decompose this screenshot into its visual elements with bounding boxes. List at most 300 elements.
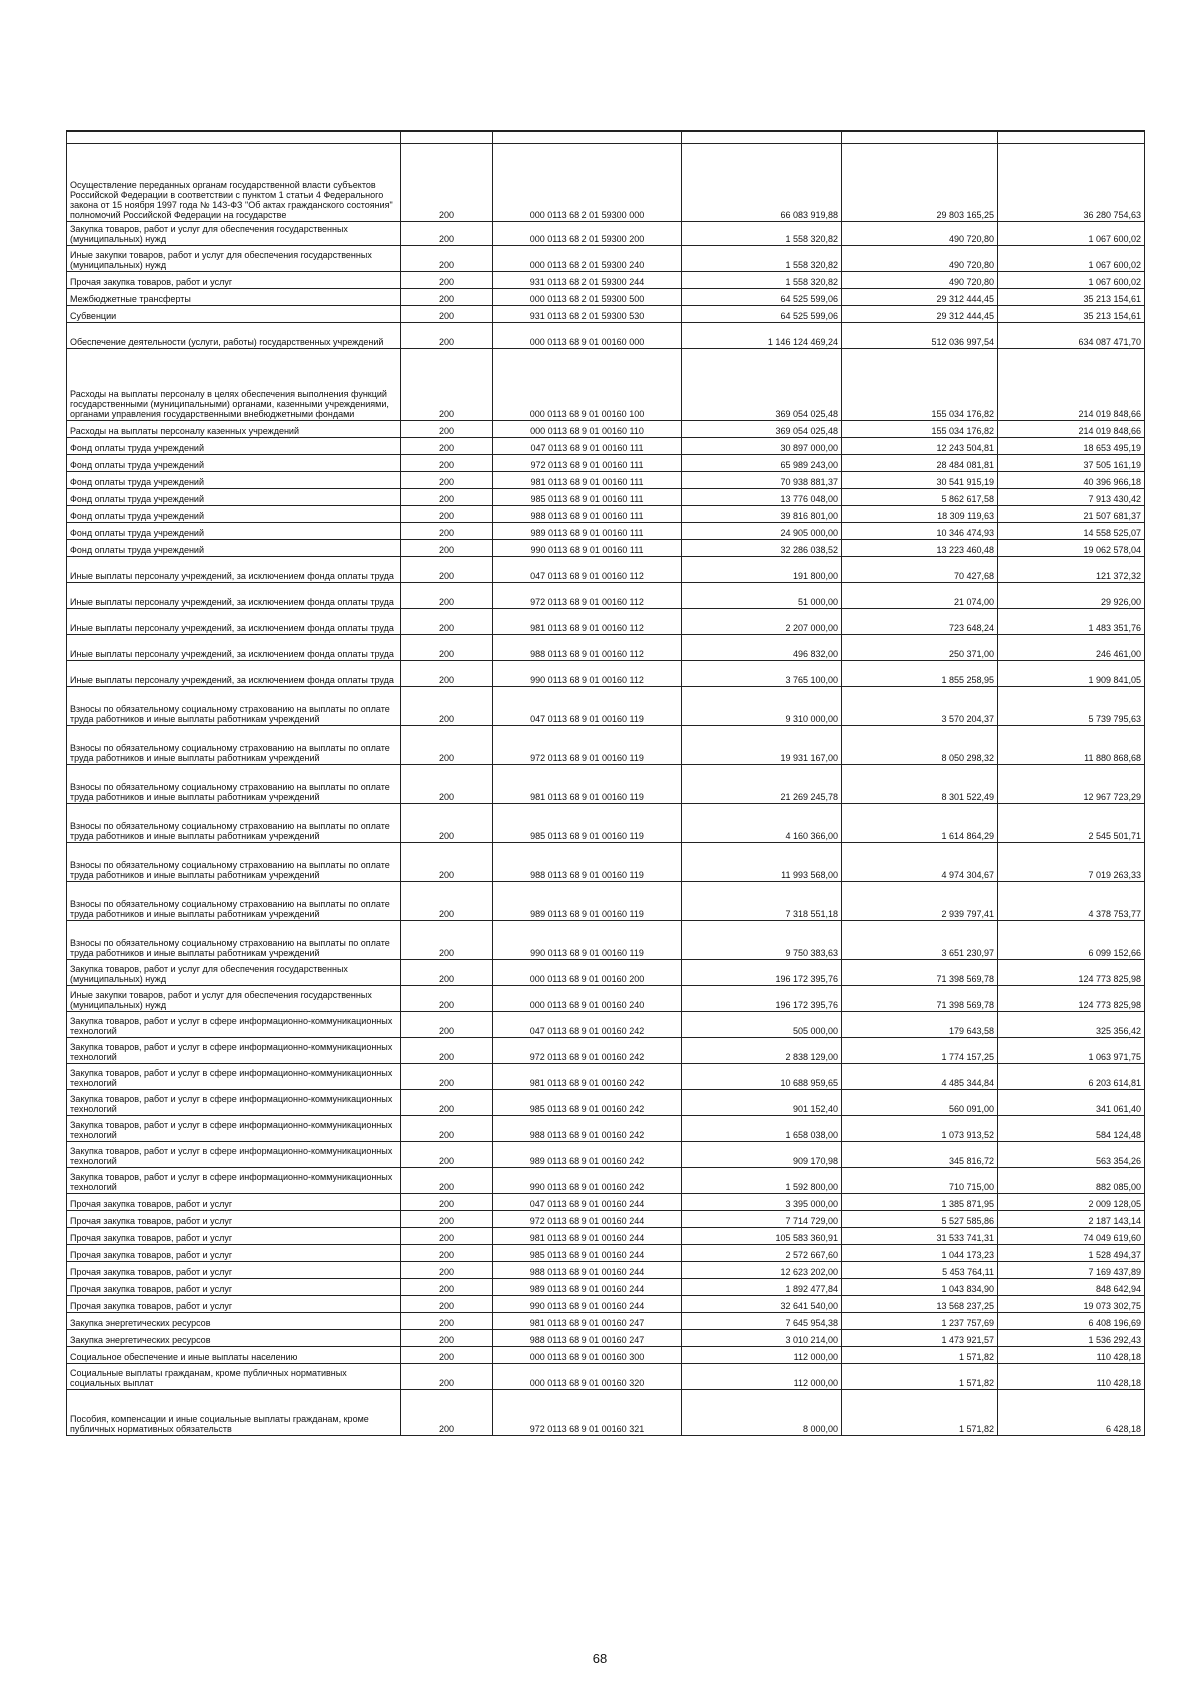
- row-kbk: 990 0113 68 9 01 00160 111: [493, 540, 682, 557]
- row-kbk: 988 0113 68 9 01 00160 244: [493, 1262, 682, 1279]
- row-executed: 30 541 915,19: [842, 472, 998, 489]
- row-unexecuted: 7 019 263,33: [998, 843, 1145, 882]
- row-unexecuted: 1 909 841,05: [998, 661, 1145, 687]
- row-kbk: 988 0113 68 9 01 00160 242: [493, 1116, 682, 1142]
- row-code: 200: [401, 349, 493, 421]
- row-code: 200: [401, 583, 493, 609]
- row-unexecuted: 14 558 525,07: [998, 523, 1145, 540]
- row-unexecuted: 848 642,94: [998, 1279, 1145, 1296]
- row-code: 200: [401, 1279, 493, 1296]
- table-row: [67, 421, 1145, 438]
- row-unexecuted: 74 049 619,60: [998, 1228, 1145, 1245]
- row-approved: 32 286 038,52: [682, 540, 842, 557]
- row-approved: 21 269 245,78: [682, 765, 842, 804]
- row-executed: 31 533 741,31: [842, 1228, 998, 1245]
- row-name: Прочая закупка товаров, работ и услуг: [67, 1279, 401, 1296]
- row-name: Взносы по обязательному социальному страхованию на выплаты по оплате труда работников и иные выплаты работникам учреждений: [67, 726, 401, 765]
- table-row: [67, 1142, 1145, 1168]
- row-kbk: 989 0113 68 9 01 00160 242: [493, 1142, 682, 1168]
- row-code: 200: [401, 1262, 493, 1279]
- row-kbk: 000 0113 68 9 01 00160 320: [493, 1364, 682, 1390]
- row-approved: 64 525 599,06: [682, 289, 842, 306]
- row-approved: 2 207 000,00: [682, 609, 842, 635]
- row-unexecuted: 1 536 292,43: [998, 1330, 1145, 1347]
- row-executed: 29 312 444,45: [842, 306, 998, 323]
- row-executed: 250 371,00: [842, 635, 998, 661]
- row-kbk: 000 0113 68 2 01 59300 500: [493, 289, 682, 306]
- row-kbk: 990 0113 68 9 01 00160 112: [493, 661, 682, 687]
- table-row: [67, 557, 1145, 583]
- row-code: 200: [401, 1245, 493, 1262]
- row-code: 200: [401, 523, 493, 540]
- row-approved: 3 395 000,00: [682, 1194, 842, 1211]
- row-approved: 12 623 202,00: [682, 1262, 842, 1279]
- table-row: [67, 583, 1145, 609]
- row-unexecuted: 341 061,40: [998, 1090, 1145, 1116]
- row-name: Иные закупки товаров, работ и услуг для обеспечения государственных (муниципальных) нужд: [67, 986, 401, 1012]
- row-code: 200: [401, 557, 493, 583]
- row-unexecuted: 1 528 494,37: [998, 1245, 1145, 1262]
- row-executed: 3 651 230,97: [842, 921, 998, 960]
- row-name: Иные выплаты персоналу учреждений, за исключением фонда оплаты труда: [67, 583, 401, 609]
- row-kbk: 985 0113 68 9 01 00160 111: [493, 489, 682, 506]
- row-kbk: 989 0113 68 9 01 00160 119: [493, 882, 682, 921]
- row-executed: 1 237 757,69: [842, 1313, 998, 1330]
- row-approved: 1 558 320,82: [682, 272, 842, 289]
- row-unexecuted: 40 396 966,18: [998, 472, 1145, 489]
- row-approved: 1 592 800,00: [682, 1168, 842, 1194]
- table-row: [67, 323, 1145, 349]
- row-unexecuted: 1 063 971,75: [998, 1038, 1145, 1064]
- row-code: 200: [401, 1390, 493, 1436]
- table-row: [67, 1347, 1145, 1364]
- table-row: [67, 306, 1145, 323]
- table-row: [67, 1012, 1145, 1038]
- row-unexecuted: 19 073 302,75: [998, 1296, 1145, 1313]
- row-unexecuted: 6 099 152,66: [998, 921, 1145, 960]
- table-row: [67, 289, 1145, 306]
- row-approved: 9 750 383,63: [682, 921, 842, 960]
- row-name: Взносы по обязательному социальному страхованию на выплаты по оплате труда работников и иные выплаты работникам учреждений: [67, 765, 401, 804]
- row-executed: 155 034 176,82: [842, 349, 998, 421]
- row-executed: 5 453 764,11: [842, 1262, 998, 1279]
- row-unexecuted: 11 880 868,68: [998, 726, 1145, 765]
- row-name: Фонд оплаты труда учреждений: [67, 438, 401, 455]
- table-row: [67, 222, 1145, 246]
- row-approved: 3 765 100,00: [682, 661, 842, 687]
- row-executed: 1 571,82: [842, 1347, 998, 1364]
- row-name: Прочая закупка товаров, работ и услуг: [67, 1245, 401, 1262]
- row-executed: 1 043 834,90: [842, 1279, 998, 1296]
- row-code: 200: [401, 421, 493, 438]
- row-unexecuted: 7 913 430,42: [998, 489, 1145, 506]
- row-executed: 28 484 081,81: [842, 455, 998, 472]
- row-code: 200: [401, 1228, 493, 1245]
- row-unexecuted: 12 967 723,29: [998, 765, 1145, 804]
- row-name: Прочая закупка товаров, работ и услуг: [67, 1211, 401, 1228]
- row-name: Закупка товаров, работ и услуг в сфере информационно-коммуникационных технологий: [67, 1090, 401, 1116]
- table-row: [67, 540, 1145, 557]
- row-approved: 7 714 729,00: [682, 1211, 842, 1228]
- row-executed: 29 312 444,45: [842, 289, 998, 306]
- row-unexecuted: 36 280 754,63: [998, 144, 1145, 222]
- row-unexecuted: 37 505 161,19: [998, 455, 1145, 472]
- row-name: Фонд оплаты труда учреждений: [67, 472, 401, 489]
- table-row: [67, 687, 1145, 726]
- row-code: 200: [401, 144, 493, 222]
- row-kbk: 981 0113 68 9 01 00160 112: [493, 609, 682, 635]
- row-code: 200: [401, 323, 493, 349]
- row-executed: 21 074,00: [842, 583, 998, 609]
- row-approved: 909 170,98: [682, 1142, 842, 1168]
- row-unexecuted: 7 169 437,89: [998, 1262, 1145, 1279]
- table-row: [67, 609, 1145, 635]
- row-unexecuted: 18 653 495,19: [998, 438, 1145, 455]
- row-code: 200: [401, 438, 493, 455]
- row-code: 200: [401, 804, 493, 843]
- row-approved: 1 892 477,84: [682, 1279, 842, 1296]
- table-body: [67, 131, 1145, 1436]
- row-executed: 10 346 474,93: [842, 523, 998, 540]
- row-name: Иные выплаты персоналу учреждений, за исключением фонда оплаты труда: [67, 609, 401, 635]
- row-executed: 4 974 304,67: [842, 843, 998, 882]
- row-name: Прочая закупка товаров, работ и услуг: [67, 1194, 401, 1211]
- row-kbk: 988 0113 68 9 01 00160 247: [493, 1330, 682, 1347]
- row-name: Закупка товаров, работ и услуг в сфере информационно-коммуникационных технологий: [67, 1168, 401, 1194]
- row-code: 200: [401, 306, 493, 323]
- row-executed: 1 571,82: [842, 1364, 998, 1390]
- table-row: [67, 489, 1145, 506]
- table-row: [67, 960, 1145, 986]
- row-name: Закупка товаров, работ и услуг в сфере информационно-коммуникационных технологий: [67, 1116, 401, 1142]
- row-approved: 369 054 025,48: [682, 349, 842, 421]
- row-name: Фонд оплаты труда учреждений: [67, 523, 401, 540]
- table-row: [67, 804, 1145, 843]
- row-code: 200: [401, 1038, 493, 1064]
- row-code: 200: [401, 540, 493, 557]
- row-kbk: 972 0113 68 9 01 00160 321: [493, 1390, 682, 1436]
- row-unexecuted: 1 067 600,02: [998, 246, 1145, 272]
- row-executed: 1 614 864,29: [842, 804, 998, 843]
- row-unexecuted: 21 507 681,37: [998, 506, 1145, 523]
- table-row: [67, 1116, 1145, 1142]
- row-executed: 345 816,72: [842, 1142, 998, 1168]
- row-name: Закупка товаров, работ и услуг в сфере информационно-коммуникационных технологий: [67, 1064, 401, 1090]
- row-approved: 51 000,00: [682, 583, 842, 609]
- row-kbk: 047 0113 68 9 01 00160 244: [493, 1194, 682, 1211]
- row-name: Расходы на выплаты персоналу казенных учреждений: [67, 421, 401, 438]
- row-name: Иные выплаты персоналу учреждений, за исключением фонда оплаты труда: [67, 557, 401, 583]
- row-code: 200: [401, 843, 493, 882]
- row-code: 200: [401, 272, 493, 289]
- row-name: Прочая закупка товаров, работ и услуг: [67, 1296, 401, 1313]
- row-executed: 71 398 569,78: [842, 986, 998, 1012]
- table-row: [67, 472, 1145, 489]
- row-kbk: 000 0113 68 2 01 59300 240: [493, 246, 682, 272]
- row-approved: 32 641 540,00: [682, 1296, 842, 1313]
- row-kbk: 972 0113 68 9 01 00160 242: [493, 1038, 682, 1064]
- table-row: [67, 144, 1145, 222]
- row-executed: 490 720,80: [842, 272, 998, 289]
- row-unexecuted: 882 085,00: [998, 1168, 1145, 1194]
- table-top-border-row: [67, 131, 1145, 144]
- row-code: 200: [401, 960, 493, 986]
- row-unexecuted: 246 461,00: [998, 635, 1145, 661]
- row-executed: 1 385 871,95: [842, 1194, 998, 1211]
- row-name: Иные выплаты персоналу учреждений, за исключением фонда оплаты труда: [67, 661, 401, 687]
- row-kbk: 047 0113 68 9 01 00160 112: [493, 557, 682, 583]
- row-approved: 196 172 395,76: [682, 986, 842, 1012]
- row-code: 200: [401, 1064, 493, 1090]
- budget-table: [66, 130, 1145, 1436]
- row-unexecuted: 110 428,18: [998, 1364, 1145, 1390]
- row-kbk: 981 0113 68 9 01 00160 244: [493, 1228, 682, 1245]
- row-approved: 1 558 320,82: [682, 246, 842, 272]
- row-approved: 505 000,00: [682, 1012, 842, 1038]
- row-executed: 155 034 176,82: [842, 421, 998, 438]
- row-kbk: 990 0113 68 9 01 00160 244: [493, 1296, 682, 1313]
- row-approved: 7 318 551,18: [682, 882, 842, 921]
- row-code: 200: [401, 661, 493, 687]
- table-row: [67, 455, 1145, 472]
- row-name: Взносы по обязательному социальному страхованию на выплаты по оплате труда работников и иные выплаты работникам учреждений: [67, 843, 401, 882]
- row-name: Межбюджетные трансферты: [67, 289, 401, 306]
- table-row: [67, 1211, 1145, 1228]
- row-kbk: 989 0113 68 9 01 00160 244: [493, 1279, 682, 1296]
- row-unexecuted: 5 739 795,63: [998, 687, 1145, 726]
- page-number: 68: [592, 1651, 608, 1666]
- table-row: [67, 349, 1145, 421]
- row-approved: 112 000,00: [682, 1347, 842, 1364]
- row-name: Пособия, компенсации и иные социальные выплаты гражданам, кроме публичных нормативных обязательств: [67, 1390, 401, 1436]
- row-kbk: 990 0113 68 9 01 00160 119: [493, 921, 682, 960]
- row-kbk: 000 0113 68 9 01 00160 110: [493, 421, 682, 438]
- row-approved: 30 897 000,00: [682, 438, 842, 455]
- row-name: Фонд оплаты труда учреждений: [67, 506, 401, 523]
- table-row: [67, 1064, 1145, 1090]
- row-approved: 1 558 320,82: [682, 222, 842, 246]
- row-kbk: 985 0113 68 9 01 00160 242: [493, 1090, 682, 1116]
- row-approved: 369 054 025,48: [682, 421, 842, 438]
- row-name: Закупка энергетических ресурсов: [67, 1330, 401, 1347]
- row-approved: 496 832,00: [682, 635, 842, 661]
- row-approved: 191 800,00: [682, 557, 842, 583]
- table-row: [67, 506, 1145, 523]
- row-unexecuted: 6 203 614,81: [998, 1064, 1145, 1090]
- row-name: Взносы по обязательному социальному страхованию на выплаты по оплате труда работников и иные выплаты работникам учреждений: [67, 804, 401, 843]
- row-unexecuted: 6 408 196,69: [998, 1313, 1145, 1330]
- row-approved: 7 645 954,38: [682, 1313, 842, 1330]
- row-approved: 19 931 167,00: [682, 726, 842, 765]
- row-approved: 3 010 214,00: [682, 1330, 842, 1347]
- row-code: 200: [401, 455, 493, 472]
- row-name: Социальное обеспечение и иные выплаты населению: [67, 1347, 401, 1364]
- budget-table-sheet: [66, 130, 1144, 1436]
- row-approved: 70 938 881,37: [682, 472, 842, 489]
- row-name: Обеспечение деятельности (услуги, работы) государственных учреждений: [67, 323, 401, 349]
- row-executed: 490 720,80: [842, 246, 998, 272]
- row-kbk: 000 0113 68 9 01 00160 300: [493, 1347, 682, 1364]
- row-name: Осуществление переданных органам государственной власти субъектов Российской Федерации в соответствии с пунктом 1 статьи 4 Федерального закона от 15 ноября 1997 года № 143-ФЗ "Об актах гражданского состояния" полномочий Российской Федерации на государстве: [67, 144, 401, 222]
- table-row: [67, 1390, 1145, 1436]
- table-row: [67, 1262, 1145, 1279]
- row-code: 200: [401, 687, 493, 726]
- row-executed: 560 091,00: [842, 1090, 998, 1116]
- table-row: [67, 272, 1145, 289]
- row-approved: 1 658 038,00: [682, 1116, 842, 1142]
- row-approved: 24 905 000,00: [682, 523, 842, 540]
- table-row: [67, 1038, 1145, 1064]
- row-name: Взносы по обязательному социальному страхованию на выплаты по оплате труда работников и иные выплаты работникам учреждений: [67, 687, 401, 726]
- row-name: Социальные выплаты гражданам, кроме публичных нормативных социальных выплат: [67, 1364, 401, 1390]
- row-unexecuted: 35 213 154,61: [998, 289, 1145, 306]
- row-name: Фонд оплаты труда учреждений: [67, 455, 401, 472]
- row-approved: 4 160 366,00: [682, 804, 842, 843]
- table-row: [67, 1296, 1145, 1313]
- row-name: Закупка товаров, работ и услуг в сфере информационно-коммуникационных технологий: [67, 1012, 401, 1038]
- row-name: Взносы по обязательному социальному страхованию на выплаты по оплате труда работников и иные выплаты работникам учреждений: [67, 882, 401, 921]
- row-executed: 70 427,68: [842, 557, 998, 583]
- row-kbk: 000 0113 68 2 01 59300 200: [493, 222, 682, 246]
- row-code: 200: [401, 289, 493, 306]
- row-name: Прочая закупка товаров, работ и услуг: [67, 1262, 401, 1279]
- row-executed: 8 050 298,32: [842, 726, 998, 765]
- row-code: 200: [401, 506, 493, 523]
- row-executed: 12 243 504,81: [842, 438, 998, 455]
- row-name: Иные выплаты персоналу учреждений, за исключением фонда оплаты труда: [67, 635, 401, 661]
- row-executed: 5 862 617,58: [842, 489, 998, 506]
- row-unexecuted: 19 062 578,04: [998, 540, 1145, 557]
- table-row: [67, 1330, 1145, 1347]
- table-row: [67, 921, 1145, 960]
- row-name: Фонд оплаты труда учреждений: [67, 489, 401, 506]
- row-executed: 18 309 119,63: [842, 506, 998, 523]
- row-code: 200: [401, 1116, 493, 1142]
- row-code: 200: [401, 635, 493, 661]
- row-kbk: 000 0113 68 9 01 00160 240: [493, 986, 682, 1012]
- row-unexecuted: 110 428,18: [998, 1347, 1145, 1364]
- row-approved: 11 993 568,00: [682, 843, 842, 882]
- table-row: [67, 523, 1145, 540]
- row-executed: 3 570 204,37: [842, 687, 998, 726]
- row-approved: 8 000,00: [682, 1390, 842, 1436]
- table-row: [67, 1245, 1145, 1262]
- row-unexecuted: 1 483 351,76: [998, 609, 1145, 635]
- table-row: [67, 1279, 1145, 1296]
- row-approved: 112 000,00: [682, 1364, 842, 1390]
- row-name: Прочая закупка товаров, работ и услуг: [67, 272, 401, 289]
- row-code: 200: [401, 1142, 493, 1168]
- row-name: Субвенции: [67, 306, 401, 323]
- row-executed: 710 715,00: [842, 1168, 998, 1194]
- row-name: Расходы на выплаты персоналу в целях обеспечения выполнения функций государственными (муниципальными) органами, казенными учреждениями, органами управления государственными внебюджетными фондами: [67, 349, 401, 421]
- row-unexecuted: 563 354,26: [998, 1142, 1145, 1168]
- row-unexecuted: 325 356,42: [998, 1012, 1145, 1038]
- table-row: [67, 765, 1145, 804]
- row-executed: 1 855 258,95: [842, 661, 998, 687]
- row-code: 200: [401, 1168, 493, 1194]
- row-unexecuted: 634 087 471,70: [998, 323, 1145, 349]
- row-kbk: 000 0113 68 9 01 00160 200: [493, 960, 682, 986]
- row-code: 200: [401, 1313, 493, 1330]
- row-kbk: 931 0113 68 2 01 59300 244: [493, 272, 682, 289]
- row-name: Закупка товаров, работ и услуг в сфере информационно-коммуникационных технологий: [67, 1142, 401, 1168]
- row-code: 200: [401, 882, 493, 921]
- row-executed: 179 643,58: [842, 1012, 998, 1038]
- row-code: 200: [401, 1012, 493, 1038]
- row-kbk: 990 0113 68 9 01 00160 242: [493, 1168, 682, 1194]
- row-unexecuted: 2 009 128,05: [998, 1194, 1145, 1211]
- row-kbk: 972 0113 68 9 01 00160 111: [493, 455, 682, 472]
- table-row: [67, 1364, 1145, 1390]
- row-executed: 13 223 460,48: [842, 540, 998, 557]
- row-kbk: 981 0113 68 9 01 00160 111: [493, 472, 682, 489]
- row-kbk: 989 0113 68 9 01 00160 111: [493, 523, 682, 540]
- row-executed: 4 485 344,84: [842, 1064, 998, 1090]
- table-row: [67, 1194, 1145, 1211]
- table-row: [67, 1168, 1145, 1194]
- row-name: Иные закупки товаров, работ и услуг для обеспечения государственных (муниципальных) нужд: [67, 246, 401, 272]
- row-kbk: 972 0113 68 9 01 00160 112: [493, 583, 682, 609]
- row-kbk: 988 0113 68 9 01 00160 112: [493, 635, 682, 661]
- table-row: [67, 986, 1145, 1012]
- row-kbk: 047 0113 68 9 01 00160 242: [493, 1012, 682, 1038]
- row-code: 200: [401, 1296, 493, 1313]
- table-row: [67, 882, 1145, 921]
- table-row: [67, 438, 1145, 455]
- row-code: 200: [401, 246, 493, 272]
- row-name: Взносы по обязательному социальному страхованию на выплаты по оплате труда работников и иные выплаты работникам учреждений: [67, 921, 401, 960]
- row-kbk: 981 0113 68 9 01 00160 247: [493, 1313, 682, 1330]
- row-executed: 490 720,80: [842, 222, 998, 246]
- row-unexecuted: 4 378 753,77: [998, 882, 1145, 921]
- row-approved: 64 525 599,06: [682, 306, 842, 323]
- row-code: 200: [401, 986, 493, 1012]
- row-approved: 39 816 801,00: [682, 506, 842, 523]
- row-executed: 512 036 997,54: [842, 323, 998, 349]
- row-approved: 901 152,40: [682, 1090, 842, 1116]
- row-kbk: 000 0113 68 9 01 00160 000: [493, 323, 682, 349]
- row-code: 200: [401, 472, 493, 489]
- row-executed: 13 568 237,25: [842, 1296, 998, 1313]
- row-kbk: 985 0113 68 9 01 00160 119: [493, 804, 682, 843]
- row-approved: 1 146 124 469,24: [682, 323, 842, 349]
- row-name: Закупка товаров, работ и услуг в сфере информационно-коммуникационных технологий: [67, 1038, 401, 1064]
- row-executed: 723 648,24: [842, 609, 998, 635]
- row-kbk: 047 0113 68 9 01 00160 111: [493, 438, 682, 455]
- row-executed: 1 044 173,23: [842, 1245, 998, 1262]
- row-approved: 2 838 129,00: [682, 1038, 842, 1064]
- row-code: 200: [401, 489, 493, 506]
- row-kbk: 047 0113 68 9 01 00160 119: [493, 687, 682, 726]
- row-code: 200: [401, 609, 493, 635]
- row-name: Закупка товаров, работ и услуг для обеспечения государственных (муниципальных) нужд: [67, 222, 401, 246]
- table-row: [67, 661, 1145, 687]
- table-row: [67, 1228, 1145, 1245]
- row-executed: 1 774 157,25: [842, 1038, 998, 1064]
- row-executed: 29 803 165,25: [842, 144, 998, 222]
- row-unexecuted: 124 773 825,98: [998, 986, 1145, 1012]
- row-approved: 196 172 395,76: [682, 960, 842, 986]
- row-code: 200: [401, 765, 493, 804]
- row-code: 200: [401, 1194, 493, 1211]
- row-approved: 13 776 048,00: [682, 489, 842, 506]
- row-code: 200: [401, 1211, 493, 1228]
- row-kbk: 000 0113 68 9 01 00160 100: [493, 349, 682, 421]
- row-executed: 2 939 797,41: [842, 882, 998, 921]
- row-approved: 66 083 919,88: [682, 144, 842, 222]
- row-executed: 1 073 913,52: [842, 1116, 998, 1142]
